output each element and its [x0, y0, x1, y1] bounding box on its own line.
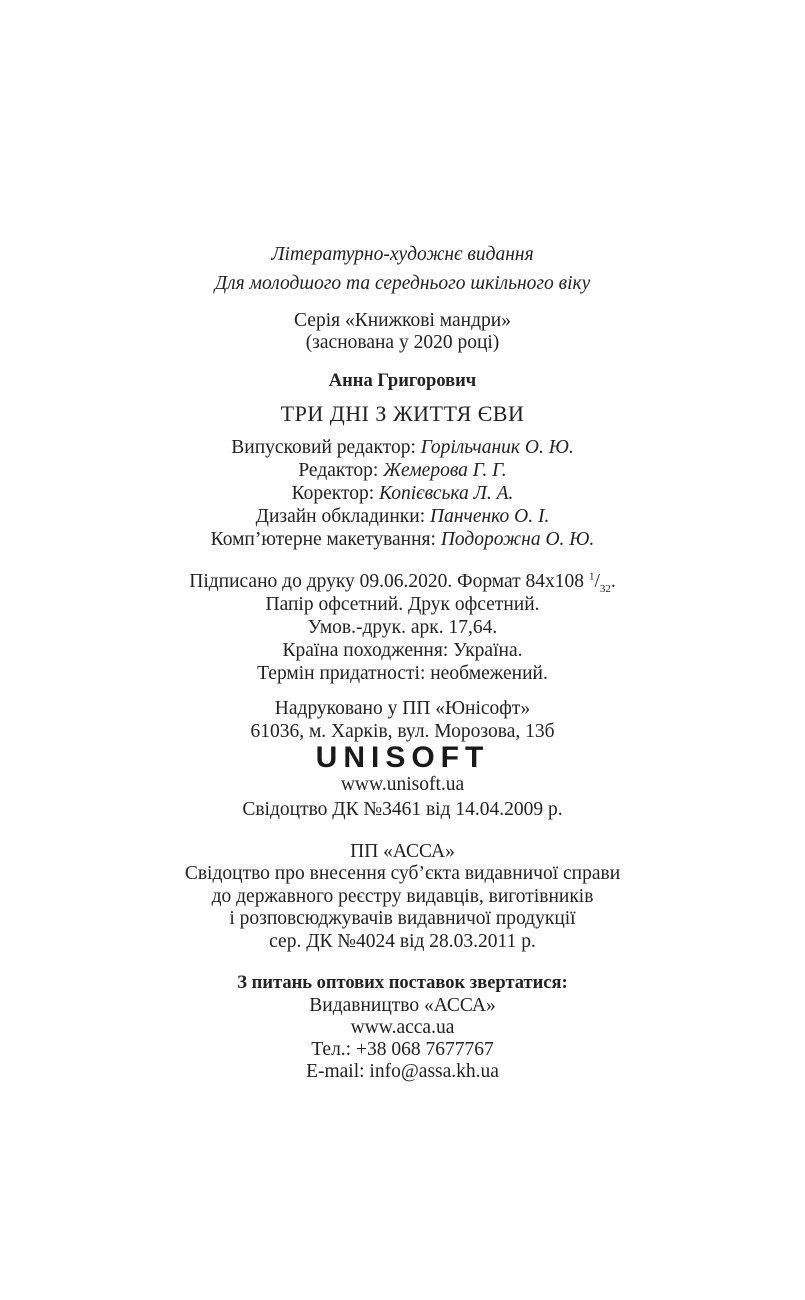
format-numerator: 1: [588, 570, 595, 583]
printer-certificate: Свідоцтво ДК №3461 від 14.04.2009 р.: [242, 799, 563, 820]
publisher-name: ПП «АССА»: [350, 841, 455, 862]
shelf-life-line: Термін придатності: необмежений.: [257, 663, 548, 684]
genre-line: Літературно-художнє видання: [271, 244, 534, 265]
wholesale-publisher: Видавництво «АССА»: [309, 995, 496, 1016]
publisher-cert-line-2: до державного реєстру видавців, виготівників: [211, 886, 594, 907]
series-founded-line: (заснована у 2020 році): [305, 332, 500, 353]
credit-name: Жемерова Г. Г.: [383, 460, 507, 481]
format-end: .: [610, 571, 616, 592]
paper-line: Папір офсетний. Друк офсетний.: [265, 594, 540, 615]
credit-line: [0, 505, 805, 529]
unisoft-logo: UNISOFT: [315, 741, 490, 774]
audience-line: Для молодшого та середнього шкільного віку: [214, 273, 591, 294]
wholesale-website: www.acca.ua: [350, 1017, 455, 1038]
credit-role: Коректор:: [291, 483, 380, 504]
publisher-cert-line-1: Свідоцтво про внесення суб’єкта видавничої справи: [184, 863, 621, 884]
credit-role: Дизайн обкладинки:: [255, 506, 431, 527]
credit-role: Випусковий редактор:: [231, 437, 421, 458]
wholesale-email: E-mail: info@assa.kh.ua: [306, 1061, 499, 1082]
credit-name: Копієвська Л. А.: [379, 483, 514, 504]
publisher-cert-line-4: сер. ДК №4024 від 28.03.2011 р.: [269, 931, 536, 952]
country-line: Країна походження: Україна.: [282, 640, 523, 661]
credit-role: Редактор:: [298, 460, 384, 481]
signed-format-line: [0, 570, 805, 594]
wholesale-heading: З питань оптових поставок звертатися:: [237, 973, 568, 993]
series-line: Серія «Книжкові мандри»: [294, 310, 511, 331]
format-slash: /: [594, 571, 600, 592]
printed-by-line: Надруковано у ПП «Юнісофт»: [274, 698, 531, 719]
book-title: ТРИ ДНІ З ЖИТТЯ ЄВИ: [280, 401, 525, 426]
printer-website: www.unisoft.ua: [340, 774, 465, 795]
credit-role: Комп’ютерне макетування:: [210, 529, 441, 550]
credit-name: Горільчаник О. Ю.: [420, 437, 574, 458]
format-denominator: 32: [599, 582, 611, 595]
credit-name: Подорожна О. Ю.: [440, 529, 595, 550]
credit-line: [0, 482, 805, 506]
credit-line: [0, 436, 805, 460]
wholesale-phone: Тел.: +38 068 7677767: [311, 1039, 494, 1060]
publisher-cert-line-3: і розповсюджувачів видавничої продукції: [229, 908, 576, 929]
credit-line: [0, 459, 805, 483]
sheets-line: Умов.-друк. арк. 17,64.: [307, 617, 498, 638]
credit-line: [0, 528, 805, 552]
signed-text: Підписано до друку 09.06.2020. Формат 84х108: [189, 571, 589, 592]
printer-address-line: 61036, м. Харків, вул. Морозова, 13б: [250, 721, 555, 742]
author-name: Анна Григорович: [328, 371, 477, 391]
credit-name: Панченко О. І.: [430, 506, 550, 527]
